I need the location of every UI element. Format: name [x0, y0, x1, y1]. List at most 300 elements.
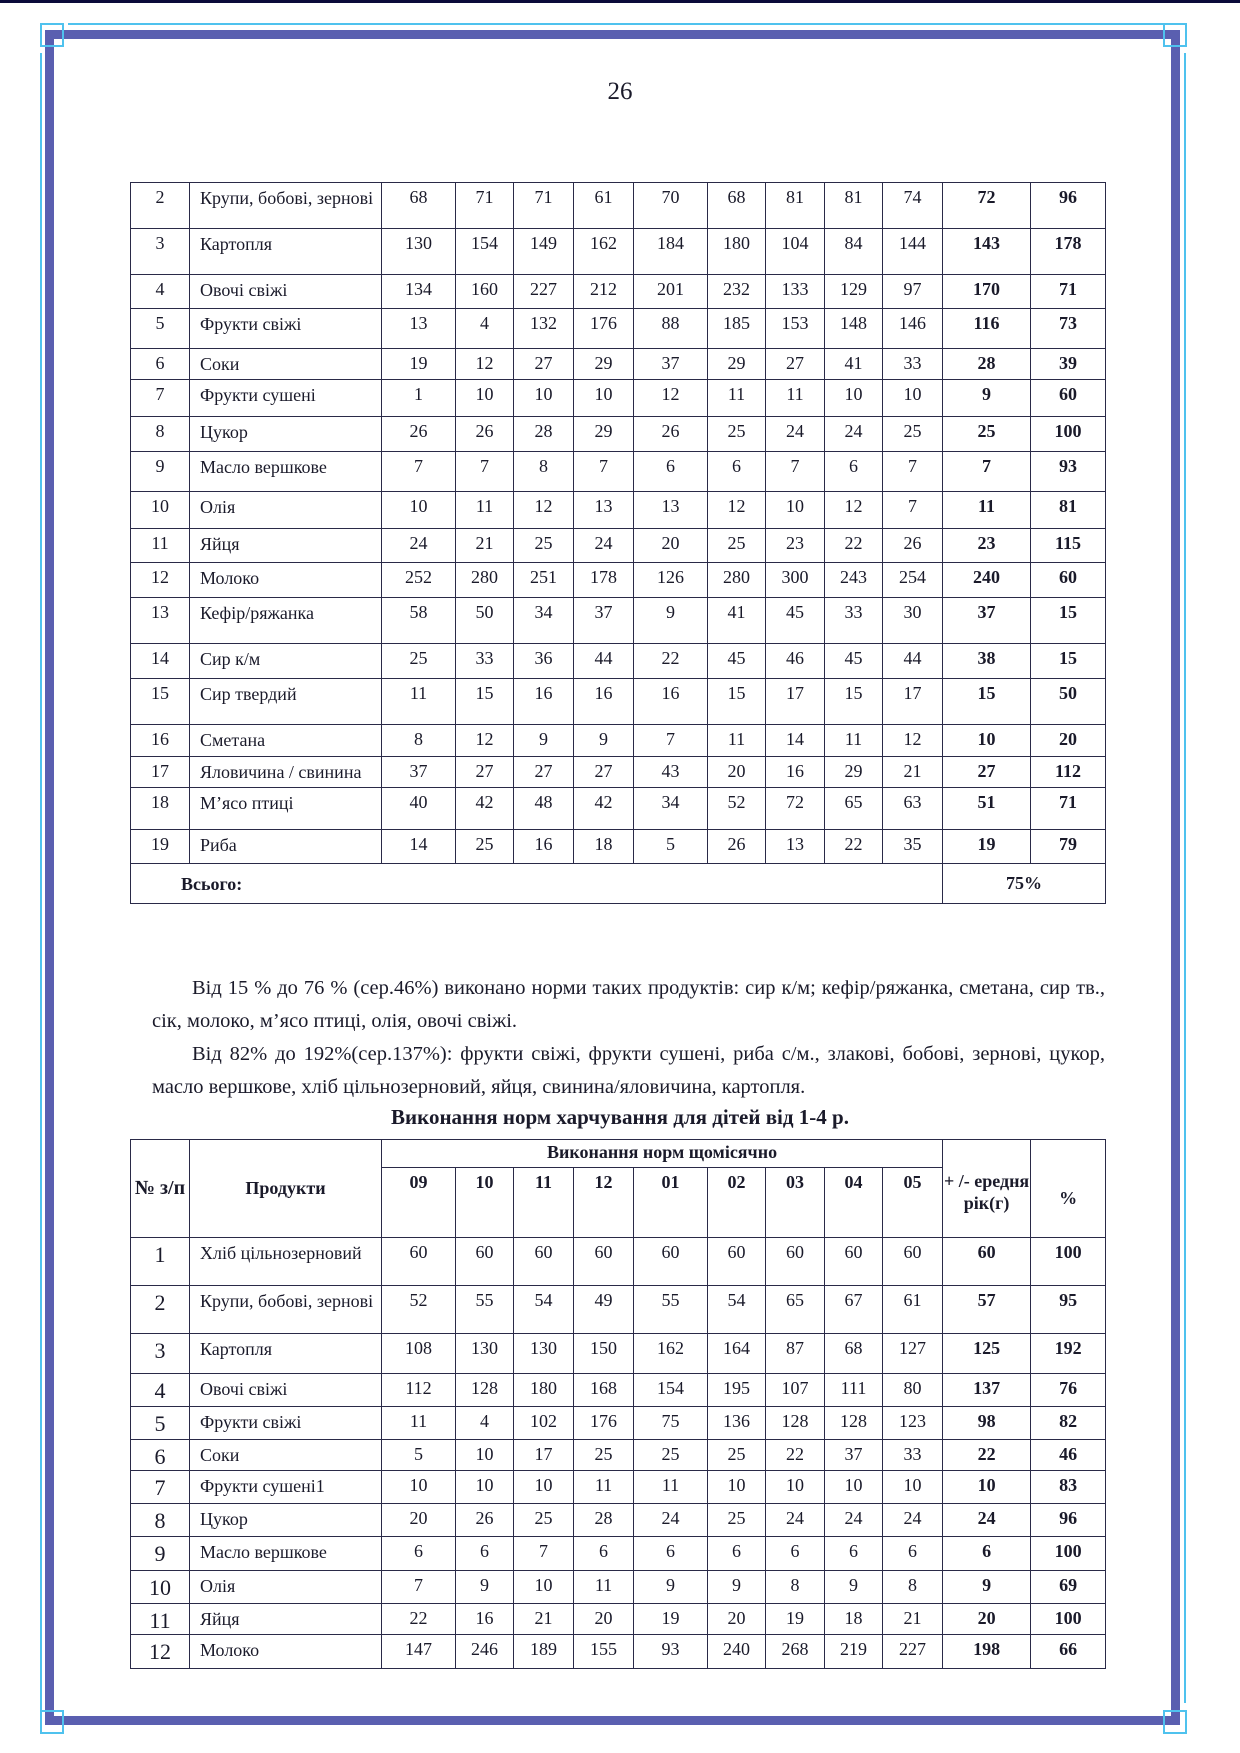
month-value: 16	[766, 757, 825, 788]
month-value: 63	[883, 788, 943, 830]
month-value: 11	[634, 1471, 708, 1504]
month-value: 60	[825, 1238, 883, 1286]
table-row	[131, 275, 1106, 309]
month-value: 55	[456, 1286, 514, 1334]
month-value: 67	[825, 1286, 883, 1334]
total-value: 75%	[943, 864, 1106, 904]
row-number: 2	[131, 183, 190, 229]
average-value: 10	[943, 1471, 1031, 1504]
percent-value: 112	[1031, 757, 1106, 788]
month-value: 144	[883, 229, 943, 275]
month-value: 29	[708, 349, 766, 380]
month-value: 6	[574, 1537, 634, 1571]
average-value: 137	[943, 1374, 1031, 1407]
row-number: 7	[131, 1471, 190, 1504]
row-number: 17	[131, 757, 190, 788]
average-value: 7	[943, 452, 1031, 492]
month-value: 17	[883, 679, 943, 725]
month-value: 45	[708, 644, 766, 679]
month-value: 9	[456, 1571, 514, 1604]
table-row	[131, 1286, 1106, 1334]
month-value: 21	[456, 529, 514, 563]
month-value: 227	[883, 1635, 943, 1669]
month-value: 11	[574, 1571, 634, 1604]
percent-value: 15	[1031, 644, 1106, 679]
month-value: 12	[456, 725, 514, 757]
month-value: 71	[456, 183, 514, 229]
table2-title: Виконання норм харчування для дітей від 1-4 р.	[391, 1105, 849, 1129]
month-value: 153	[766, 309, 825, 349]
month-value: 24	[883, 1504, 943, 1537]
month-value: 81	[825, 183, 883, 229]
header-avg: + /- ередня рік(г)	[943, 1140, 1031, 1238]
average-value: 15	[943, 679, 1031, 725]
row-number: 3	[131, 1334, 190, 1374]
table-row	[131, 452, 1106, 492]
row-number: 9	[131, 452, 190, 492]
month-value: 10	[883, 1471, 943, 1504]
month-value: 104	[766, 229, 825, 275]
month-value: 45	[825, 644, 883, 679]
month-value: 11	[708, 725, 766, 757]
month-value: 58	[382, 598, 456, 644]
percent-value: 50	[1031, 679, 1106, 725]
month-value: 61	[574, 183, 634, 229]
month-value: 24	[766, 1504, 825, 1537]
month-value: 136	[708, 1407, 766, 1440]
month-value: 130	[514, 1334, 574, 1374]
month-value: 45	[766, 598, 825, 644]
month-value: 180	[708, 229, 766, 275]
table-row	[131, 679, 1106, 725]
table-row	[131, 563, 1106, 598]
table-row	[131, 1471, 1106, 1504]
average-value: 37	[943, 598, 1031, 644]
month-value: 16	[514, 830, 574, 864]
month-value: 15	[825, 679, 883, 725]
month-value: 16	[514, 679, 574, 725]
month-value: 11	[825, 725, 883, 757]
month-value: 22	[634, 644, 708, 679]
month-value: 37	[825, 1440, 883, 1471]
month-value: 11	[456, 492, 514, 529]
month-value: 184	[634, 229, 708, 275]
month-value: 1	[382, 380, 456, 417]
month-value: 6	[382, 1537, 456, 1571]
table-row	[131, 229, 1106, 275]
table-row	[131, 417, 1106, 452]
product-name: Картопля	[190, 229, 382, 275]
month-value: 16	[634, 679, 708, 725]
month-value: 7	[382, 452, 456, 492]
month-value: 22	[382, 1604, 456, 1635]
month-value: 16	[456, 1604, 514, 1635]
percent-value: 39	[1031, 349, 1106, 380]
month-value: 12	[514, 492, 574, 529]
month-value: 10	[825, 380, 883, 417]
average-value: 23	[943, 529, 1031, 563]
month-value: 9	[514, 725, 574, 757]
summary-text	[152, 972, 1105, 1104]
month-value: 41	[825, 349, 883, 380]
month-value: 195	[708, 1374, 766, 1407]
month-value: 25	[514, 1504, 574, 1537]
header-month: 09	[382, 1168, 456, 1238]
month-value: 168	[574, 1374, 634, 1407]
month-value: 4	[456, 309, 514, 349]
month-value: 22	[825, 529, 883, 563]
row-number: 12	[131, 563, 190, 598]
product-name: Масло вершкове	[190, 1537, 382, 1571]
row-number: 10	[131, 492, 190, 529]
product-name: Цукор	[190, 417, 382, 452]
product-name: Сир к/м	[190, 644, 382, 679]
month-value: 10	[514, 1571, 574, 1604]
month-value: 128	[766, 1407, 825, 1440]
month-value: 71	[514, 183, 574, 229]
row-number: 1	[131, 1238, 190, 1286]
month-value: 130	[456, 1334, 514, 1374]
percent-value: 82	[1031, 1407, 1106, 1440]
month-value: 7	[883, 492, 943, 529]
month-value: 41	[708, 598, 766, 644]
month-value: 10	[456, 1440, 514, 1471]
percent-value: 115	[1031, 529, 1106, 563]
month-value: 25	[634, 1440, 708, 1471]
percent-value: 79	[1031, 830, 1106, 864]
row-number: 5	[131, 1407, 190, 1440]
month-value: 11	[574, 1471, 634, 1504]
month-value: 13	[634, 492, 708, 529]
table-row	[131, 757, 1106, 788]
table-row	[131, 492, 1106, 529]
table-row	[131, 1604, 1106, 1635]
product-name: Яйця	[190, 529, 382, 563]
percent-value: 83	[1031, 1471, 1106, 1504]
month-value: 219	[825, 1635, 883, 1669]
month-value: 10	[456, 380, 514, 417]
header-monthly: Виконання норм щомісячно	[382, 1140, 943, 1168]
average-value: 72	[943, 183, 1031, 229]
row-number: 15	[131, 679, 190, 725]
month-value: 24	[574, 529, 634, 563]
percent-value: 60	[1031, 380, 1106, 417]
month-value: 25	[708, 417, 766, 452]
month-value: 7	[456, 452, 514, 492]
month-value: 54	[514, 1286, 574, 1334]
month-value: 150	[574, 1334, 634, 1374]
percent-value: 178	[1031, 229, 1106, 275]
table-row	[131, 309, 1106, 349]
month-value: 29	[825, 757, 883, 788]
month-value: 9	[574, 725, 634, 757]
total-row	[131, 864, 1106, 904]
month-value: 25	[574, 1440, 634, 1471]
header-month: 10	[456, 1168, 514, 1238]
month-value: 7	[634, 725, 708, 757]
percent-value: 76	[1031, 1374, 1106, 1407]
month-value: 60	[514, 1238, 574, 1286]
month-value: 164	[708, 1334, 766, 1374]
average-value: 60	[943, 1238, 1031, 1286]
month-value: 132	[514, 309, 574, 349]
month-value: 88	[634, 309, 708, 349]
month-value: 134	[382, 275, 456, 309]
product-name: Хліб цільнозерновий	[190, 1238, 382, 1286]
table-row	[131, 1440, 1106, 1471]
month-value: 10	[708, 1471, 766, 1504]
month-value: 55	[634, 1286, 708, 1334]
product-name: Крупи, бобові, зернові	[190, 183, 382, 229]
month-value: 149	[514, 229, 574, 275]
product-name: Цукор	[190, 1504, 382, 1537]
month-value: 44	[574, 644, 634, 679]
month-value: 11	[382, 679, 456, 725]
month-value: 23	[766, 529, 825, 563]
month-value: 6	[456, 1537, 514, 1571]
month-value: 61	[883, 1286, 943, 1334]
month-value: 129	[825, 275, 883, 309]
table-row	[131, 644, 1106, 679]
product-name: М’ясо птиці	[190, 788, 382, 830]
month-value: 25	[708, 1504, 766, 1537]
product-name: Фрукти сушені1	[190, 1471, 382, 1504]
month-value: 10	[825, 1471, 883, 1504]
row-number: 10	[131, 1571, 190, 1604]
month-value: 25	[456, 830, 514, 864]
page-number: 26	[607, 78, 633, 105]
row-number: 6	[131, 349, 190, 380]
month-value: 25	[514, 529, 574, 563]
month-value: 19	[382, 349, 456, 380]
header-month: 02	[708, 1168, 766, 1238]
month-value: 20	[708, 1604, 766, 1635]
row-number: 11	[131, 529, 190, 563]
month-value: 80	[883, 1374, 943, 1407]
row-number: 4	[131, 1374, 190, 1407]
month-value: 130	[382, 229, 456, 275]
header-month: 01	[634, 1168, 708, 1238]
average-value: 19	[943, 830, 1031, 864]
month-value: 11	[382, 1407, 456, 1440]
month-value: 8	[766, 1571, 825, 1604]
month-value: 7	[766, 452, 825, 492]
row-number: 9	[131, 1537, 190, 1571]
table-row	[131, 788, 1106, 830]
product-name: Яловичина / свинина	[190, 757, 382, 788]
month-value: 6	[766, 1537, 825, 1571]
month-value: 10	[456, 1471, 514, 1504]
scan-top-edge	[0, 0, 1240, 3]
month-value: 128	[456, 1374, 514, 1407]
month-value: 27	[574, 757, 634, 788]
nutrition-table-1-4	[130, 1139, 1106, 1669]
month-value: 112	[382, 1374, 456, 1407]
average-value: 10	[943, 725, 1031, 757]
percent-value: 93	[1031, 452, 1106, 492]
average-value: 11	[943, 492, 1031, 529]
month-value: 34	[634, 788, 708, 830]
month-value: 33	[883, 349, 943, 380]
table-row	[131, 1407, 1106, 1440]
row-number: 4	[131, 275, 190, 309]
month-value: 37	[634, 349, 708, 380]
month-value: 6	[825, 1537, 883, 1571]
month-value: 7	[883, 452, 943, 492]
product-name: Молоко	[190, 1635, 382, 1669]
month-value: 81	[766, 183, 825, 229]
row-number: 3	[131, 229, 190, 275]
month-value: 13	[766, 830, 825, 864]
month-value: 127	[883, 1334, 943, 1374]
month-value: 70	[634, 183, 708, 229]
month-value: 12	[883, 725, 943, 757]
product-name: Масло вершкове	[190, 452, 382, 492]
month-value: 50	[456, 598, 514, 644]
month-value: 43	[634, 757, 708, 788]
month-value: 68	[382, 183, 456, 229]
month-value: 26	[382, 417, 456, 452]
month-value: 160	[456, 275, 514, 309]
month-value: 17	[766, 679, 825, 725]
row-number: 6	[131, 1440, 190, 1471]
month-value: 65	[825, 788, 883, 830]
month-value: 68	[825, 1334, 883, 1374]
percent-value: 66	[1031, 1635, 1106, 1669]
month-value: 5	[634, 830, 708, 864]
month-value: 33	[456, 644, 514, 679]
month-value: 7	[574, 452, 634, 492]
month-value: 24	[382, 529, 456, 563]
month-value: 251	[514, 563, 574, 598]
percent-value: 46	[1031, 1440, 1106, 1471]
month-value: 162	[574, 229, 634, 275]
month-value: 52	[708, 788, 766, 830]
month-value: 189	[514, 1635, 574, 1669]
table-row	[131, 1334, 1106, 1374]
month-value: 147	[382, 1635, 456, 1669]
month-value: 240	[708, 1635, 766, 1669]
row-number: 13	[131, 598, 190, 644]
month-value: 25	[883, 417, 943, 452]
month-value: 300	[766, 563, 825, 598]
percent-value: 100	[1031, 417, 1106, 452]
month-value: 13	[382, 309, 456, 349]
percent-value: 96	[1031, 1504, 1106, 1537]
month-value: 25	[708, 529, 766, 563]
product-name: Картопля	[190, 1334, 382, 1374]
row-number: 7	[131, 380, 190, 417]
month-value: 10	[514, 380, 574, 417]
percent-value: 100	[1031, 1537, 1106, 1571]
row-number: 19	[131, 830, 190, 864]
month-value: 12	[456, 349, 514, 380]
product-name: Фрукти свіжі	[190, 309, 382, 349]
month-value: 148	[825, 309, 883, 349]
month-value: 11	[708, 380, 766, 417]
percent-value: 96	[1031, 183, 1106, 229]
month-value: 27	[456, 757, 514, 788]
product-name: Олія	[190, 1571, 382, 1604]
row-number: 18	[131, 788, 190, 830]
row-number: 11	[131, 1604, 190, 1635]
product-name: Сметана	[190, 725, 382, 757]
average-value: 9	[943, 380, 1031, 417]
month-value: 65	[766, 1286, 825, 1334]
month-value: 29	[574, 349, 634, 380]
month-value: 9	[825, 1571, 883, 1604]
table-row	[131, 1504, 1106, 1537]
month-value: 30	[883, 598, 943, 644]
row-number: 8	[131, 1504, 190, 1537]
month-value: 102	[514, 1407, 574, 1440]
month-value: 22	[766, 1440, 825, 1471]
month-value: 7	[514, 1537, 574, 1571]
average-value: 57	[943, 1286, 1031, 1334]
average-value: 27	[943, 757, 1031, 788]
month-value: 126	[634, 563, 708, 598]
summary-paragraph-low: Від 15 % до 76 % (сер.46%) виконано норми таких продуктів: сир к/м; кефір/ряжанка, сметана, сир тв., сік, молоко, м’ясо птиці, олія, овочі свіжі.	[152, 977, 1105, 1032]
average-value: 51	[943, 788, 1031, 830]
month-value: 26	[456, 1504, 514, 1537]
month-value: 6	[634, 1537, 708, 1571]
month-value: 26	[634, 417, 708, 452]
table-row	[131, 1374, 1106, 1407]
month-value: 21	[514, 1604, 574, 1635]
month-value: 252	[382, 563, 456, 598]
month-value: 20	[634, 529, 708, 563]
header-num: № з/п	[131, 1140, 190, 1238]
month-value: 72	[766, 788, 825, 830]
table-row	[131, 380, 1106, 417]
month-value: 54	[708, 1286, 766, 1334]
month-value: 176	[574, 1407, 634, 1440]
month-value: 12	[825, 492, 883, 529]
month-value: 33	[883, 1440, 943, 1471]
month-value: 60	[634, 1238, 708, 1286]
month-value: 37	[382, 757, 456, 788]
table-row	[131, 529, 1106, 563]
month-value: 40	[382, 788, 456, 830]
month-value: 44	[883, 644, 943, 679]
average-value: 116	[943, 309, 1031, 349]
header-product: Продукти	[190, 1140, 382, 1238]
month-value: 227	[514, 275, 574, 309]
month-value: 4	[456, 1407, 514, 1440]
product-name: Фрукти свіжі	[190, 1407, 382, 1440]
month-value: 60	[883, 1238, 943, 1286]
month-value: 8	[382, 725, 456, 757]
month-value: 11	[766, 380, 825, 417]
table-row	[131, 830, 1106, 864]
month-value: 25	[708, 1440, 766, 1471]
average-value: 143	[943, 229, 1031, 275]
month-value: 154	[456, 229, 514, 275]
month-value: 97	[883, 275, 943, 309]
month-value: 25	[382, 644, 456, 679]
month-value: 20	[708, 757, 766, 788]
month-value: 21	[883, 1604, 943, 1635]
month-value: 123	[883, 1407, 943, 1440]
percent-value: 60	[1031, 563, 1106, 598]
average-value: 98	[943, 1407, 1031, 1440]
month-value: 10	[514, 1471, 574, 1504]
month-value: 60	[382, 1238, 456, 1286]
average-value: 25	[943, 417, 1031, 452]
summary-paragraph-high: Від 82% до 192%(сер.137%): фрукти свіжі, фрукти сушені, риба с/м., злакові, бобові, зернові, цукор, масло вершкове, хліб цільнозерновий, яйця, свинина/яловичина, картопля.	[152, 1043, 1105, 1098]
average-value: 170	[943, 275, 1031, 309]
month-value: 15	[456, 679, 514, 725]
